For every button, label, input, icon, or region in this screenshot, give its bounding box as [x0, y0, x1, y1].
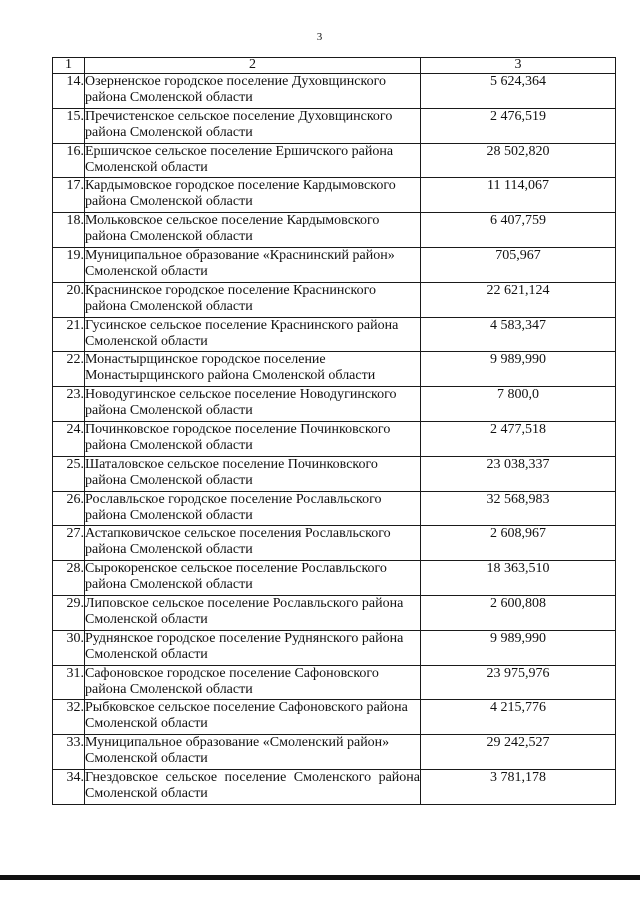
- row-amount: 2 477,518: [421, 421, 616, 456]
- table-row: [53, 74, 616, 109]
- row-number: 33.: [53, 735, 85, 770]
- table-row: [53, 247, 616, 282]
- row-amount: 29 242,527: [421, 735, 616, 770]
- row-number: 26.: [53, 491, 85, 526]
- row-amount: 22 621,124: [421, 282, 616, 317]
- table-row: [53, 178, 616, 213]
- row-number: 18.: [53, 213, 85, 248]
- table-row: [53, 317, 616, 352]
- row-number: 27.: [53, 526, 85, 561]
- row-number: 17.: [53, 178, 85, 213]
- row-settlement-name: Астапковичское сельское поселения Рославльского района Смоленской области: [85, 526, 421, 561]
- row-amount: 32 568,983: [421, 491, 616, 526]
- row-number: 31.: [53, 665, 85, 700]
- row-amount: 23 038,337: [421, 456, 616, 491]
- row-amount: 9 989,990: [421, 352, 616, 387]
- row-settlement-name: Кардымовское городское поселение Кардымовского района Смоленской области: [85, 178, 421, 213]
- row-settlement-name: Сырокоренское сельское поселение Рославльского района Смоленской области: [85, 561, 421, 596]
- row-amount: 705,967: [421, 247, 616, 282]
- table-row: [53, 108, 616, 143]
- row-settlement-name: Мольковское сельское поселение Кардымовского района Смоленской области: [85, 213, 421, 248]
- row-number: 16.: [53, 143, 85, 178]
- row-amount: 2 600,808: [421, 595, 616, 630]
- row-settlement-name: Шаталовское сельское поселение Починковского района Смоленской области: [85, 456, 421, 491]
- row-settlement-name: Муниципальное образование «Краснинский район» Смоленской области: [85, 247, 421, 282]
- table-row: [53, 282, 616, 317]
- row-settlement-name: Озерненское городское поселение Духовщинского района Смоленской области: [85, 74, 421, 109]
- row-amount: 18 363,510: [421, 561, 616, 596]
- table-row: [53, 735, 616, 770]
- table-row: [53, 456, 616, 491]
- row-amount: 9 989,990: [421, 630, 616, 665]
- column-header-name: 2: [85, 58, 421, 74]
- row-number: 21.: [53, 317, 85, 352]
- table-row: [53, 213, 616, 248]
- table-row: [53, 352, 616, 387]
- table-row: [53, 769, 616, 804]
- row-number: 23.: [53, 387, 85, 422]
- table-row: [53, 387, 616, 422]
- row-number: 19.: [53, 247, 85, 282]
- row-amount: 4 215,776: [421, 700, 616, 735]
- row-number: 25.: [53, 456, 85, 491]
- row-amount: 5 624,364: [421, 74, 616, 109]
- row-amount: 28 502,820: [421, 143, 616, 178]
- table-row: [53, 143, 616, 178]
- page-number: 3: [316, 31, 324, 43]
- row-number: 24.: [53, 421, 85, 456]
- data-table: [52, 57, 616, 805]
- row-number: 34.: [53, 769, 85, 804]
- row-settlement-name: Монастырщинское городское поселение Монастырщинского района Смоленской области: [85, 352, 421, 387]
- row-amount: 2 476,519: [421, 108, 616, 143]
- row-amount: 4 583,347: [421, 317, 616, 352]
- row-number: 29.: [53, 595, 85, 630]
- table-body: [53, 74, 616, 805]
- table-row: [53, 526, 616, 561]
- row-settlement-name: Пречистенское сельское поселение Духовщинского района Смоленской области: [85, 108, 421, 143]
- column-header-number: 1: [53, 58, 85, 74]
- table-row: [53, 491, 616, 526]
- row-settlement-name: Краснинское городское поселение Краснинского района Смоленской области: [85, 282, 421, 317]
- table-row: [53, 665, 616, 700]
- row-settlement-name: Новодугинское сельское поселение Новодугинского района Смоленской области: [85, 387, 421, 422]
- row-number: 22.: [53, 352, 85, 387]
- table-header: [53, 58, 616, 74]
- row-number: 28.: [53, 561, 85, 596]
- row-settlement-name: Рославльское городское поселение Рославльского района Смоленской области: [85, 491, 421, 526]
- table-row: [53, 421, 616, 456]
- row-settlement-name: Сафоновское городское поселение Сафоновского района Смоленской области: [85, 665, 421, 700]
- row-amount: 3 781,178: [421, 769, 616, 804]
- row-settlement-name: Руднянское городское поселение Руднянского района Смоленской области: [85, 630, 421, 665]
- row-amount: 7 800,0: [421, 387, 616, 422]
- row-settlement-name: Рыбковское сельское поселение Сафоновского района Смоленской области: [85, 700, 421, 735]
- row-settlement-name: Гнездовское сельское поселение Смоленского района Смоленской области: [85, 769, 421, 804]
- table-row: [53, 595, 616, 630]
- table-row: [53, 561, 616, 596]
- row-number: 20.: [53, 282, 85, 317]
- row-settlement-name: Муниципальное образование «Смоленский район» Смоленской области: [85, 735, 421, 770]
- table-row: [53, 630, 616, 665]
- row-number: 30.: [53, 630, 85, 665]
- row-settlement-name: Починковское городское поселение Починковского района Смоленской области: [85, 421, 421, 456]
- column-header-value: 3: [421, 58, 616, 74]
- bottom-rule: [0, 875, 640, 880]
- row-settlement-name: Ершичское сельское поселение Ершичского района Смоленской области: [85, 143, 421, 178]
- row-amount: 23 975,976: [421, 665, 616, 700]
- row-amount: 2 608,967: [421, 526, 616, 561]
- table-row: [53, 700, 616, 735]
- row-amount: 11 114,067: [421, 178, 616, 213]
- row-number: 14.: [53, 74, 85, 109]
- row-settlement-name: Липовское сельское поселение Рославльского района Смоленской области: [85, 595, 421, 630]
- row-number: 32.: [53, 700, 85, 735]
- row-number: 15.: [53, 108, 85, 143]
- row-settlement-name: Гусинское сельское поселение Краснинского района Смоленской области: [85, 317, 421, 352]
- row-amount: 6 407,759: [421, 213, 616, 248]
